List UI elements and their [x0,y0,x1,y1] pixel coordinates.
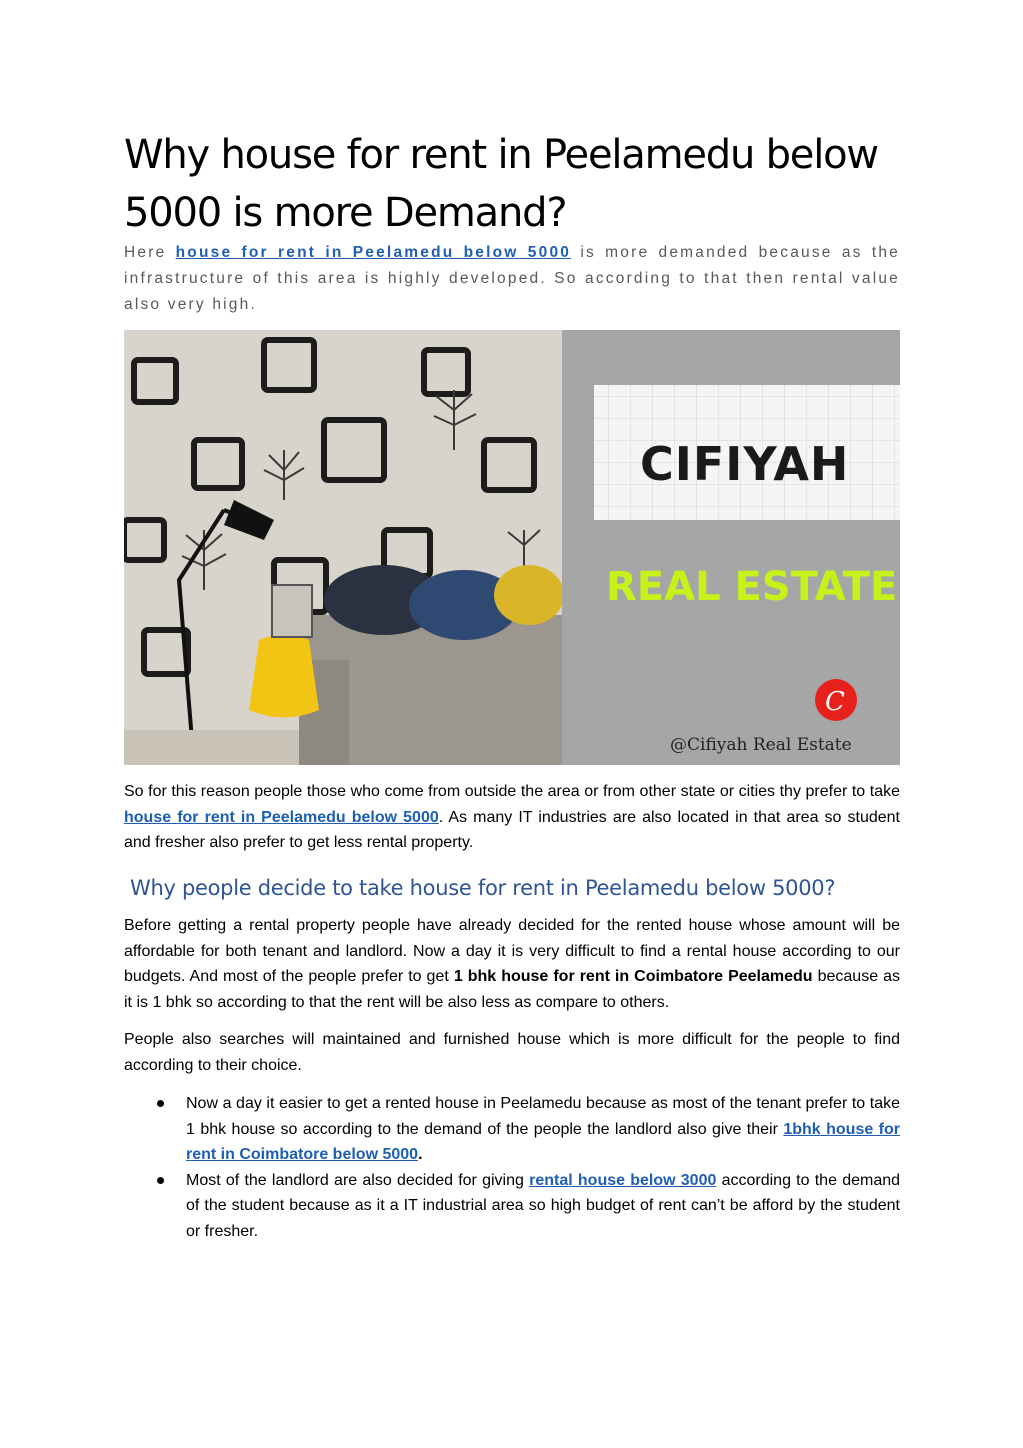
brand-name: CIFIYAH [640,437,850,491]
decision-bold-text: 1 bhk house for rent in Coimbatore Peelamedu [453,968,813,985]
intro-text-end: is more demanded because as the infrastructure of this area is highly developed. So according to that then rental value also very high. [124,244,901,313]
section-heading: Why people decide to take house for rent in Peelamedu below 5000? [130,876,836,900]
bullet-link-1bhk[interactable]: 1bhk house for rent in Coimbatore below 5000 [186,1120,900,1163]
reason-text-end: . As many IT industries are also located in that area so student and fresher also prefer to get less rental property. [124,808,900,851]
decision-text-end: because as it is 1 bhk so according to that the rent will be also less as compare to others. [124,968,901,1011]
list-item [124,1168,900,1245]
search-paragraph: People also searches will maintained and furnished house which is more difficult for the people to find according to their choice. [124,1031,900,1074]
page-title: Why house for rent in Peelamedu below 5000 is more Demand? [124,132,878,236]
hero-image-graphic [124,330,900,765]
decision-text-start: Before getting a rental property people have already decided for the rented house whose amount will be affordable for both tenant and landlord. Now a day it is very difficult to find a rental house according to our budgets. And most of the people prefer to get [124,917,900,985]
reason-link[interactable]: house for rent in Peelamedu below 5000 [124,808,439,826]
intro-link[interactable]: house for rent in Peelamedu below 5000 [175,244,572,261]
bird-frame [272,585,312,637]
bullet-text-end: according to the demand of the student because as it a IT industrial area so high budget of rent can’t be afford by the student or fresher. [186,1171,901,1240]
brand-tagline: REAL ESTATE [606,564,898,610]
reason-paragraph [124,779,900,856]
bullet-text-start: Now a day it easier to get a rented house in Peelamedu because as most of the tenant prefer to take 1 bhk house so according to the demand of the people the landlord also give their [186,1095,900,1138]
intro-text-start: Here [124,244,176,261]
intro-paragraph [124,240,900,318]
yellow-stool [249,635,319,718]
list-item [124,1091,900,1168]
cushion-yellow [494,565,564,625]
bullet-list [124,1091,900,1244]
bullet-text-end: . [418,1146,423,1163]
brand-handle: @Cifiyah Real Estate [670,735,852,755]
bullet-icon [157,1100,164,1107]
hero-image [124,330,900,765]
svg-text:C: C [825,687,845,717]
reason-text-start: So for this reason people those who come from outside the area or from other state or cities thy prefer to take [124,783,900,800]
decision-paragraph [124,913,900,1015]
bullet-text-start: Most of the landlord are also decided for giving [186,1171,530,1189]
bullet-icon [157,1177,164,1184]
bullet-link-rental[interactable]: rental house below 3000 [529,1171,717,1189]
